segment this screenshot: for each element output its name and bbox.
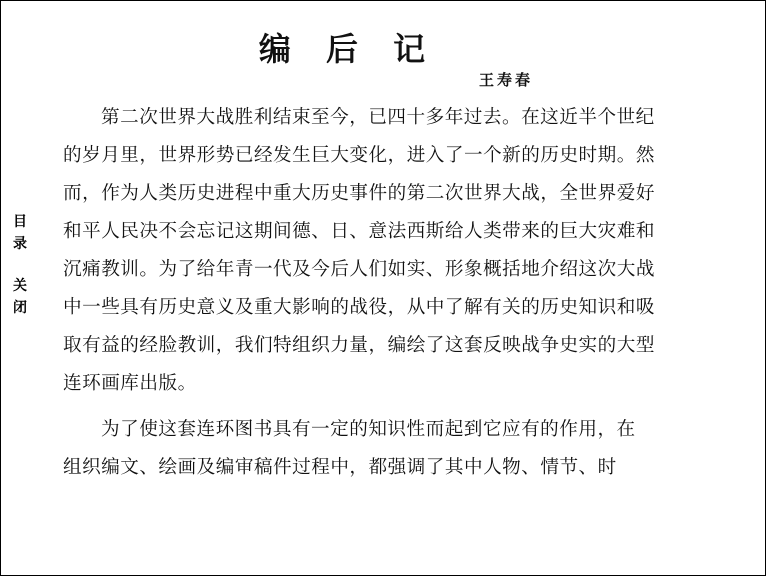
contents-link-char-1: 目 xyxy=(13,214,27,230)
author-name: 王寿春 xyxy=(479,71,534,89)
text-line: 为了使这套连环图书具有一定的知识性而起到它应有的作用，在 xyxy=(101,419,636,440)
text-line: 组织编文、绘画及编审稿件过程中，都强调了其中人物、情节、时 xyxy=(63,457,617,478)
text-line: 而，作为人类历史进程中重大历史事件的第二次世界大战，全世界爱好 xyxy=(63,183,655,204)
close-link-char-2: 闭 xyxy=(13,300,27,316)
paragraph-2 xyxy=(63,411,709,487)
text-line: 沉痛教训。为了给年青一代及今后人们如实、形象概括地介绍这次大战 xyxy=(63,259,655,280)
close-link-char-1: 关 xyxy=(13,278,27,294)
text-line: 的岁月里，世界形势已经发生巨大变化，进入了一个新的历史时期。然 xyxy=(63,145,655,166)
text-line: 和平人民决不会忘记这期间德、日、意法西斯给人类带来的巨大灾难和 xyxy=(63,221,655,242)
contents-link[interactable] xyxy=(7,211,33,255)
text-line: 连环画库出版。 xyxy=(63,373,197,394)
close-link[interactable] xyxy=(7,275,33,319)
article-body xyxy=(63,99,709,487)
text-line: 中一些具有历史意义及重大影响的战役，从中了解有关的历史知识和吸 xyxy=(63,297,655,318)
text-line: 第二次世界大战胜利结束至今，已四十多年过去。在这近半个世纪 xyxy=(101,107,655,128)
text-line: 取有益的经脸教训，我们特组织力量，编绘了这套反映战争史实的大型 xyxy=(63,335,655,356)
page-title: 编 后 记 xyxy=(258,30,438,68)
side-nav xyxy=(7,211,33,319)
contents-link-char-2: 录 xyxy=(13,236,27,252)
paragraph-1 xyxy=(63,99,709,403)
